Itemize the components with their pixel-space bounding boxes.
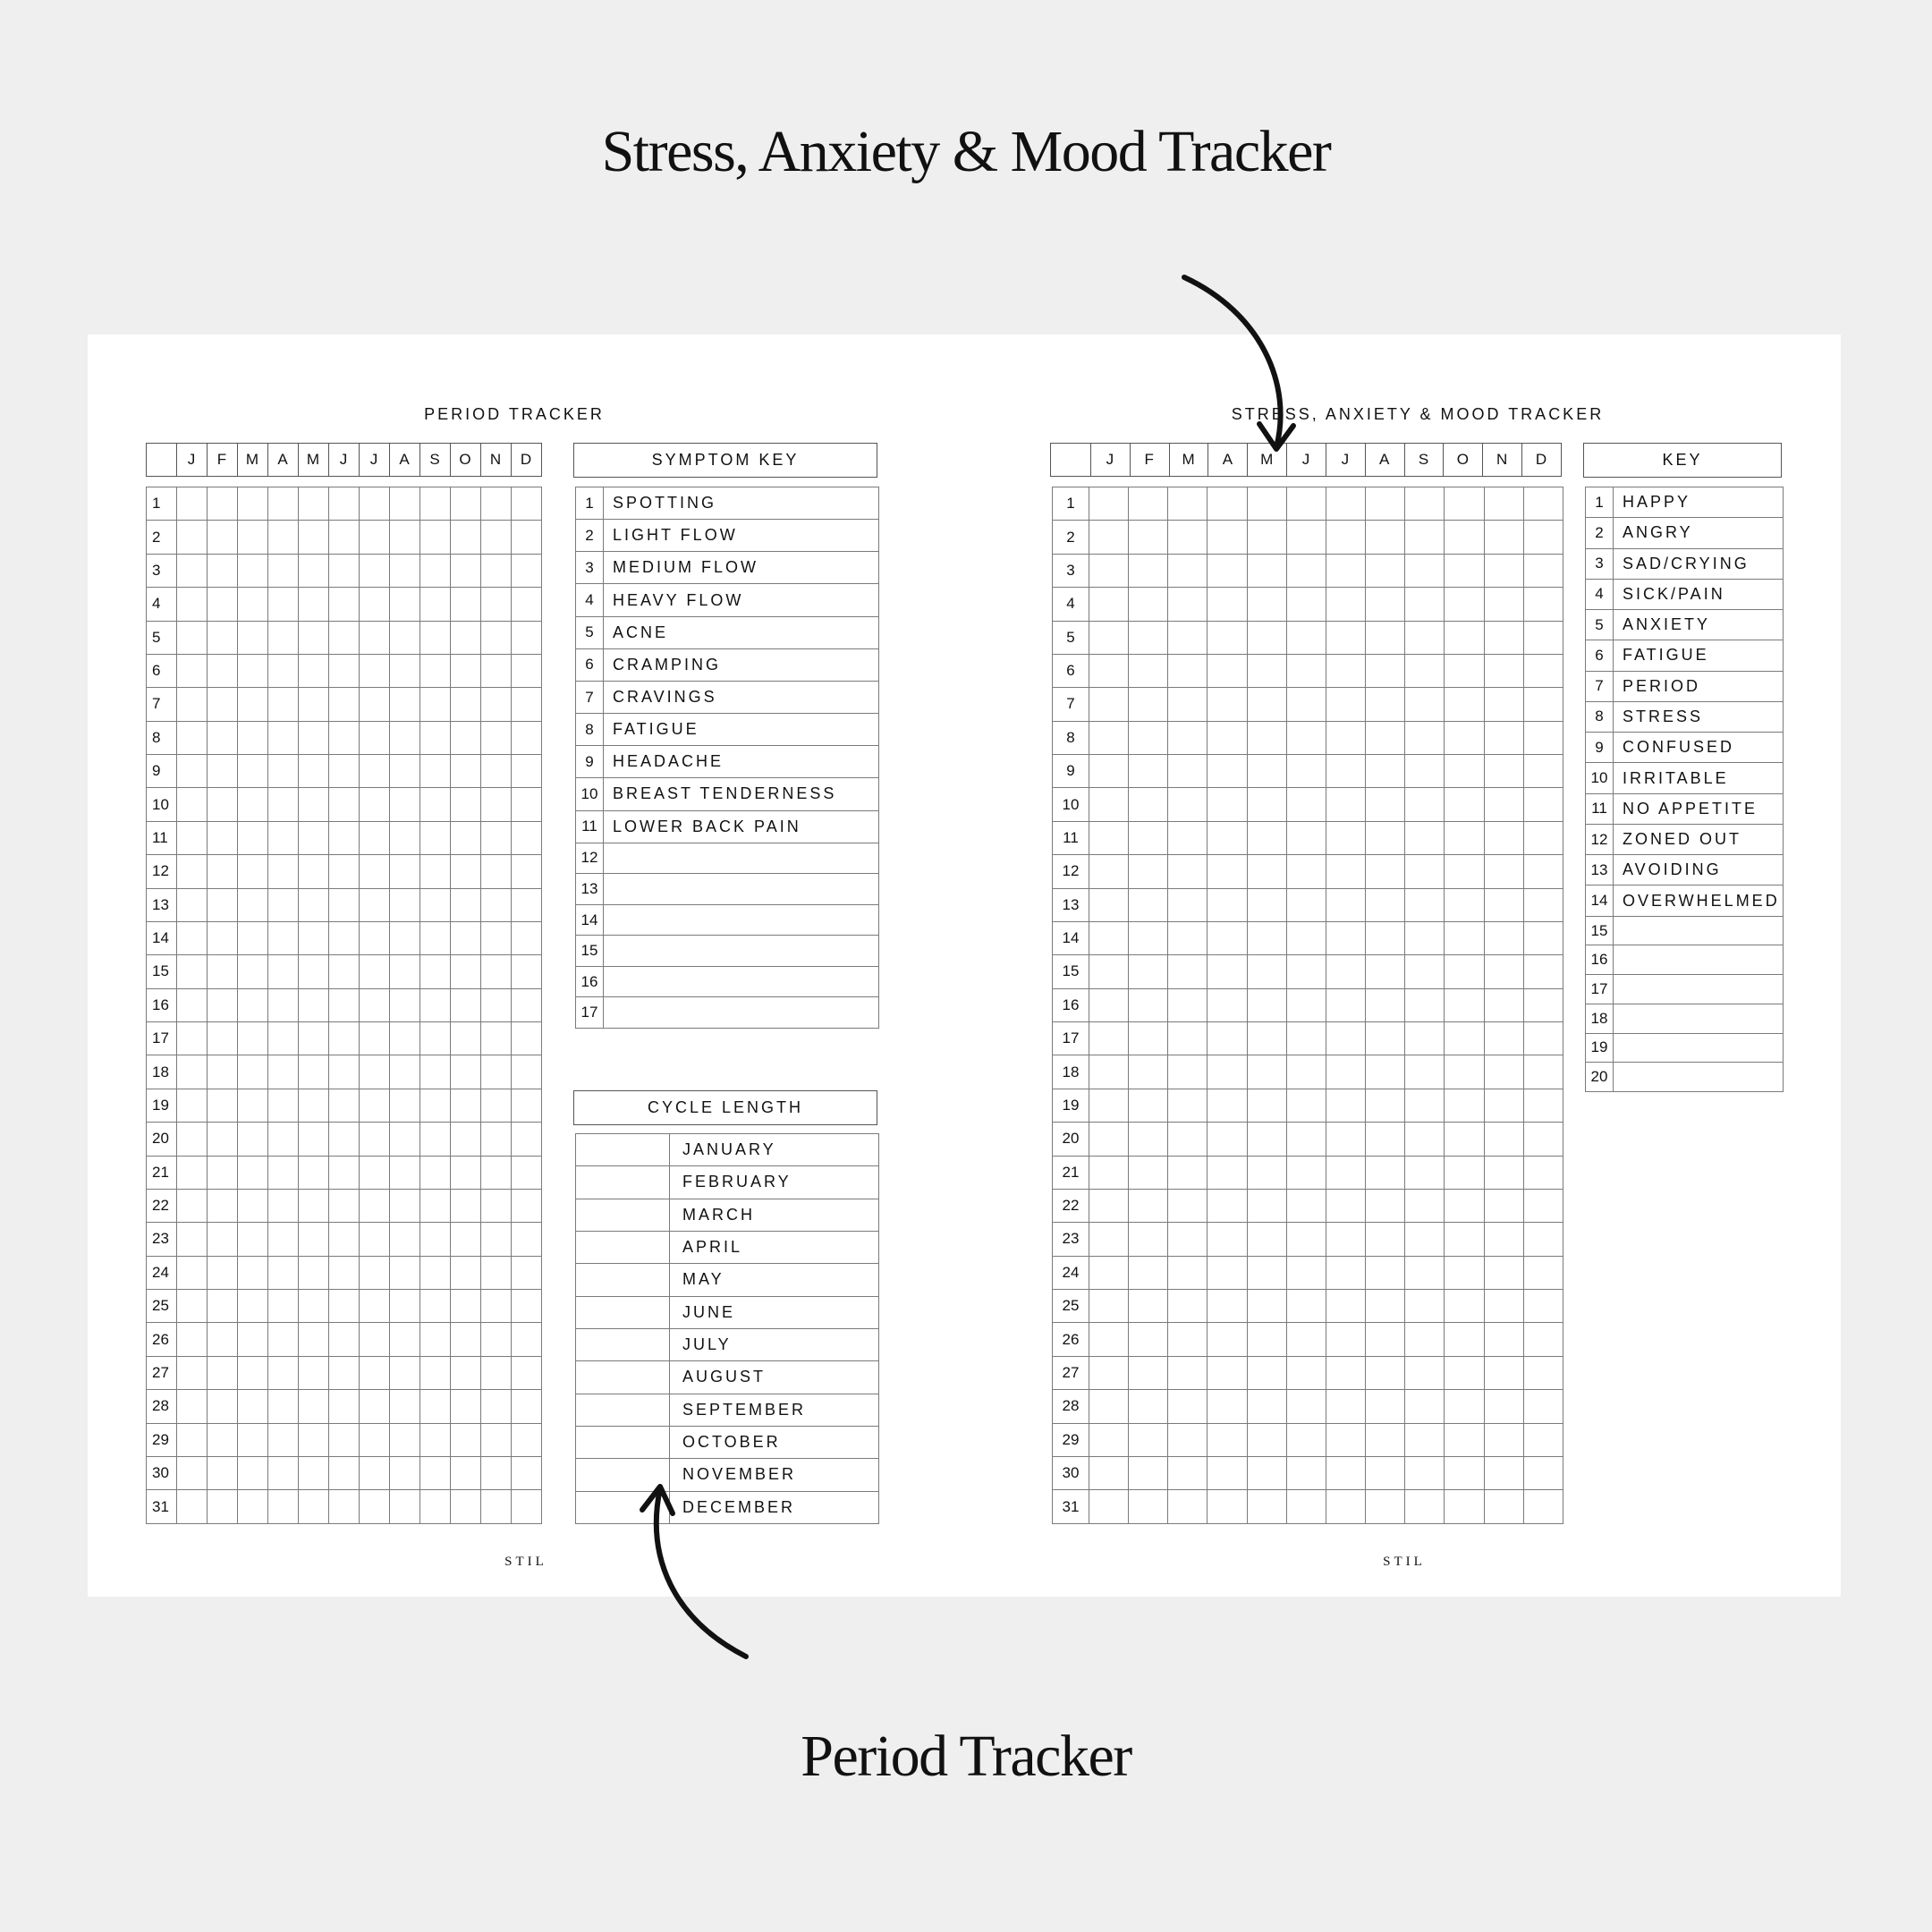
period-day-number: 1: [147, 487, 177, 521]
period-month-9: O: [451, 444, 481, 477]
mood-day-number: 3: [1053, 554, 1089, 587]
symptom-number: 10: [576, 778, 604, 810]
symptom-number: 13: [576, 874, 604, 905]
mood-key-number: 7: [1586, 671, 1614, 701]
brand-mark-right: STIL: [1383, 1555, 1426, 1569]
symptom-label: FATIGUE: [604, 714, 879, 746]
mood-day-number: 6: [1053, 654, 1089, 687]
symptom-number: 3: [576, 552, 604, 584]
period-day-number: 23: [147, 1223, 177, 1256]
mood-key-number: 19: [1586, 1033, 1614, 1063]
symptom-label: BREAST TENDERNESS: [604, 778, 879, 810]
symptom-number: 2: [576, 520, 604, 552]
mood-key-number: 8: [1586, 701, 1614, 732]
cycle-month-label: JUNE: [670, 1296, 879, 1328]
cycle-month-label: APRIL: [670, 1231, 879, 1263]
mood-key-label: IRRITABLE: [1614, 763, 1784, 793]
mood-day-number: 13: [1053, 888, 1089, 921]
cycle-length-title: CYCLE LENGTH: [573, 1090, 877, 1125]
symptom-number: 15: [576, 936, 604, 967]
period-day-number: 17: [147, 1022, 177, 1055]
period-day-number: 6: [147, 654, 177, 687]
mood-key-label: ANGRY: [1614, 518, 1784, 548]
period-tracker-title: PERIOD TRACKER: [424, 405, 605, 423]
period-day-number: 14: [147, 921, 177, 954]
mood-key-label: PERIOD: [1614, 671, 1784, 701]
cycle-month-label: AUGUST: [670, 1361, 879, 1394]
symptom-number: 8: [576, 714, 604, 746]
period-day-number: 16: [147, 988, 177, 1021]
period-day-number: 28: [147, 1390, 177, 1423]
symptom-label: CRAMPING: [604, 648, 879, 681]
mood-month-0: J: [1091, 444, 1131, 477]
cycle-month-label: DECEMBER: [670, 1491, 879, 1523]
period-day-number: 21: [147, 1156, 177, 1189]
cycle-month-label: JANUARY: [670, 1134, 879, 1166]
cycle-month-label: NOVEMBER: [670, 1459, 879, 1491]
period-month-6: J: [360, 444, 390, 477]
mood-key-number: 16: [1586, 945, 1614, 975]
symptom-label: LIGHT FLOW: [604, 520, 879, 552]
cycle-month-label: OCTOBER: [670, 1426, 879, 1458]
mood-key-number: 2: [1586, 518, 1614, 548]
period-day-number: 13: [147, 888, 177, 921]
period-month-10: N: [481, 444, 512, 477]
cycle-month-label: SEPTEMBER: [670, 1394, 879, 1426]
period-day-number: 26: [147, 1323, 177, 1356]
period-day-number: 7: [147, 688, 177, 721]
period-month-8: S: [420, 444, 451, 477]
mood-day-number: 1: [1053, 487, 1089, 521]
period-day-number: 18: [147, 1055, 177, 1089]
symptom-label: LOWER BACK PAIN: [604, 810, 879, 843]
mood-month-3: A: [1208, 444, 1248, 477]
period-day-number: 20: [147, 1123, 177, 1156]
mood-key-number: 9: [1586, 733, 1614, 763]
period-day-number: 19: [147, 1089, 177, 1122]
period-day-number: 22: [147, 1189, 177, 1222]
mood-key-title: KEY: [1583, 443, 1782, 478]
mood-day-number: 29: [1053, 1423, 1089, 1456]
mood-month-1: F: [1130, 444, 1169, 477]
period-month-1: F: [208, 444, 238, 477]
period-day-number: 11: [147, 821, 177, 854]
mood-day-number: 16: [1053, 988, 1089, 1021]
period-month-7: A: [390, 444, 420, 477]
period-month-11: D: [512, 444, 542, 477]
symptom-number: 17: [576, 997, 604, 1029]
period-day-number: 2: [147, 521, 177, 554]
symptom-number: 14: [576, 904, 604, 936]
symptom-number: 7: [576, 681, 604, 713]
cycle-month-label: JULY: [670, 1328, 879, 1360]
symptom-label: CRAVINGS: [604, 681, 879, 713]
mood-day-number: 14: [1053, 921, 1089, 954]
mood-key-label: OVERWHELMED: [1614, 886, 1784, 916]
period-day-number: 15: [147, 955, 177, 988]
mood-key-number: 5: [1586, 610, 1614, 640]
symptom-number: 1: [576, 487, 604, 520]
mood-key-number: 3: [1586, 548, 1614, 579]
mood-day-number: 7: [1053, 688, 1089, 721]
symptom-label: HEADACHE: [604, 746, 879, 778]
symptom-key-title: SYMPTOM KEY: [573, 443, 877, 478]
mood-key-number: 15: [1586, 916, 1614, 945]
period-day-number: 5: [147, 621, 177, 654]
mood-month-5: J: [1287, 444, 1326, 477]
symptom-number: 9: [576, 746, 604, 778]
symptom-label: SPOTTING: [604, 487, 879, 520]
cycle-month-label: MAY: [670, 1264, 879, 1296]
arrow-down-icon: [1184, 277, 1281, 447]
top-caption: Stress, Anxiety & Mood Tracker: [601, 119, 1331, 184]
period-day-number: 8: [147, 721, 177, 754]
mood-day-number: 23: [1053, 1223, 1089, 1256]
period-month-0: J: [177, 444, 208, 477]
mood-month-4: M: [1248, 444, 1287, 477]
mood-key-label: SAD/CRYING: [1614, 548, 1784, 579]
mood-day-number: 12: [1053, 855, 1089, 888]
mood-month-11: D: [1522, 444, 1562, 477]
period-month-5: J: [329, 444, 360, 477]
mood-day-number: 20: [1053, 1123, 1089, 1156]
mood-day-number: 18: [1053, 1055, 1089, 1089]
period-month-3: A: [268, 444, 299, 477]
mood-key-number: 6: [1586, 640, 1614, 671]
mood-day-number: 22: [1053, 1189, 1089, 1222]
symptom-number: 4: [576, 584, 604, 616]
mood-day-number: 11: [1053, 821, 1089, 854]
mood-key-number: 13: [1586, 855, 1614, 886]
mood-key-label: CONFUSED: [1614, 733, 1784, 763]
symptom-number: 11: [576, 810, 604, 843]
mood-day-number: 30: [1053, 1456, 1089, 1489]
mood-key-number: 18: [1586, 1004, 1614, 1033]
mood-day-number: 17: [1053, 1022, 1089, 1055]
period-day-number: 9: [147, 755, 177, 788]
mood-key-label: FATIGUE: [1614, 640, 1784, 671]
mood-tracker-title: STRESS, ANXIETY & MOOD TRACKER: [1231, 405, 1605, 423]
symptom-label: ACNE: [604, 616, 879, 648]
mood-key-label: HAPPY: [1614, 487, 1784, 518]
period-day-number: 24: [147, 1256, 177, 1289]
symptom-number: 6: [576, 648, 604, 681]
mood-key-label: ANXIETY: [1614, 610, 1784, 640]
mood-day-number: 8: [1053, 721, 1089, 754]
mood-month-6: J: [1326, 444, 1365, 477]
period-day-number: 3: [147, 554, 177, 587]
mood-day-number: 4: [1053, 588, 1089, 621]
mood-month-2: M: [1169, 444, 1208, 477]
mood-key-label: STRESS: [1614, 701, 1784, 732]
mood-key-number: 14: [1586, 886, 1614, 916]
symptom-label: HEAVY FLOW: [604, 584, 879, 616]
period-month-2: M: [238, 444, 268, 477]
period-day-number: 29: [147, 1423, 177, 1456]
period-day-number: 30: [147, 1456, 177, 1489]
symptom-number: 5: [576, 616, 604, 648]
period-day-number: 4: [147, 588, 177, 621]
period-day-number: 12: [147, 855, 177, 888]
mood-key-number: 1: [1586, 487, 1614, 518]
mood-month-10: N: [1483, 444, 1522, 477]
mood-key-label: ZONED OUT: [1614, 824, 1784, 854]
mood-day-number: 19: [1053, 1089, 1089, 1122]
mood-day-number: 26: [1053, 1323, 1089, 1356]
mood-day-number: 28: [1053, 1390, 1089, 1423]
symptom-label: MEDIUM FLOW: [604, 552, 879, 584]
mood-key-number: 12: [1586, 824, 1614, 854]
mood-key-number: 10: [1586, 763, 1614, 793]
mood-key-number: 20: [1586, 1063, 1614, 1092]
mood-key-label: AVOIDING: [1614, 855, 1784, 886]
mood-key-number: 11: [1586, 793, 1614, 824]
mood-key-label: SICK/PAIN: [1614, 579, 1784, 609]
mood-month-9: O: [1444, 444, 1483, 477]
mood-day-number: 10: [1053, 788, 1089, 821]
cycle-month-label: MARCH: [670, 1199, 879, 1231]
mood-day-number: 5: [1053, 621, 1089, 654]
bottom-caption: Period Tracker: [801, 1724, 1131, 1789]
mood-day-number: 9: [1053, 755, 1089, 788]
period-day-number: 10: [147, 788, 177, 821]
mood-day-number: 24: [1053, 1256, 1089, 1289]
mood-key-label: NO APPETITE: [1614, 793, 1784, 824]
mood-day-number: 21: [1053, 1156, 1089, 1189]
cycle-month-label: FEBRUARY: [670, 1166, 879, 1199]
mood-month-7: A: [1365, 444, 1404, 477]
mood-day-number: 25: [1053, 1290, 1089, 1323]
period-day-number: 31: [147, 1490, 177, 1524]
mood-key-number: 17: [1586, 975, 1614, 1004]
symptom-number: 16: [576, 966, 604, 997]
period-month-4: M: [299, 444, 329, 477]
mood-day-number: 27: [1053, 1356, 1089, 1389]
mood-day-number: 15: [1053, 955, 1089, 988]
mood-key-number: 4: [1586, 579, 1614, 609]
symptom-number: 12: [576, 843, 604, 874]
mood-month-8: S: [1404, 444, 1444, 477]
period-day-number: 27: [147, 1356, 177, 1389]
mood-day-number: 2: [1053, 521, 1089, 554]
brand-mark-left: STIL: [504, 1555, 547, 1569]
mood-day-number: 31: [1053, 1490, 1089, 1524]
period-day-number: 25: [147, 1290, 177, 1323]
